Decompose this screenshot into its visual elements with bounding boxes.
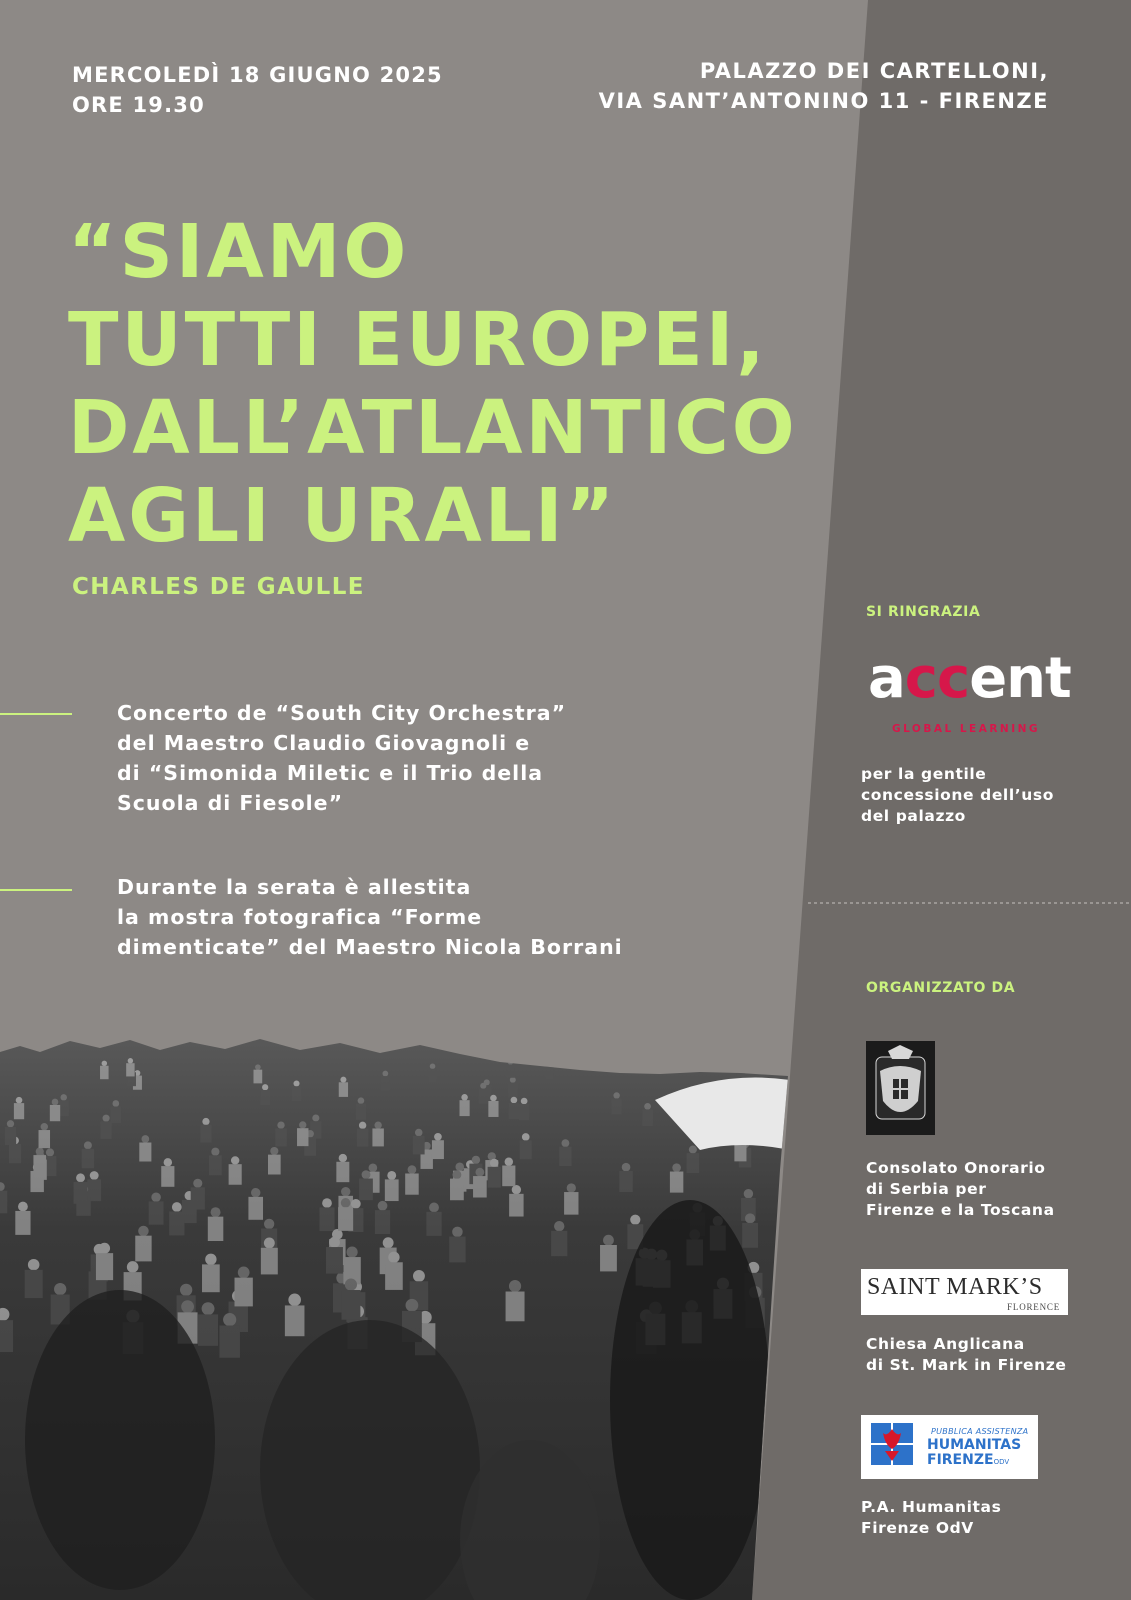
caption-line: Consolato Onorario bbox=[866, 1159, 1046, 1177]
logo-subtitle: GLOBAL LEARNING bbox=[892, 723, 1041, 735]
logo-text bbox=[927, 1452, 1009, 1468]
exhibition-description bbox=[117, 872, 623, 962]
logo-text: ODV bbox=[993, 1458, 1010, 1466]
logo-text: a bbox=[868, 646, 905, 711]
caption-line: Chiesa Anglicana bbox=[866, 1335, 1025, 1353]
event-time-line: ORE 19.30 bbox=[72, 93, 205, 117]
thanks-heading: SI RINGRAZIA bbox=[866, 604, 981, 620]
caption-line: Firenze OdV bbox=[861, 1519, 974, 1537]
quote-line: TUTTI EUROPEI, bbox=[68, 297, 768, 383]
quote-line: AGLI URALI” bbox=[68, 473, 618, 559]
venue-address-line: VIA SANT’ANTONINO 11 - FIRENZE bbox=[598, 89, 1049, 113]
concert-line: del Maestro Claudio Giovagnoli e bbox=[117, 731, 531, 755]
logo-text: SAINT MARK’S bbox=[867, 1274, 1043, 1300]
concert-line: Concerto de “South City Orchestra” bbox=[117, 701, 567, 725]
logo-text: HUMANITAS bbox=[927, 1437, 1022, 1453]
crowd-photo bbox=[0, 1030, 800, 1600]
concert-line: Scuola di Fiesole” bbox=[117, 791, 344, 815]
caption-line: P.A. Humanitas bbox=[861, 1498, 1002, 1516]
saint-marks-logo bbox=[861, 1269, 1068, 1315]
concert-description bbox=[117, 698, 566, 818]
thanks-caption bbox=[861, 764, 1054, 827]
logo-text: ent bbox=[969, 646, 1071, 711]
caption-line: per la gentile bbox=[861, 765, 987, 783]
logo-subtitle: FLORENCE bbox=[1007, 1302, 1060, 1312]
caption-line: concessione dell’uso bbox=[861, 786, 1054, 804]
caption-line: di Serbia per bbox=[866, 1180, 987, 1198]
humanitas-caption bbox=[861, 1497, 1001, 1539]
event-date bbox=[72, 60, 443, 120]
saint-marks-caption bbox=[866, 1334, 1066, 1376]
main-quote bbox=[68, 208, 798, 560]
caption-line: Firenze e la Toscana bbox=[866, 1201, 1055, 1219]
quote-line: “SIAMO bbox=[68, 209, 410, 295]
florence-lily-icon bbox=[867, 1415, 927, 1479]
event-venue bbox=[599, 56, 1049, 116]
concert-line: di “Simonida Miletic e il Trio della bbox=[117, 761, 544, 785]
exhibition-line: Durante la serata è allestita bbox=[117, 875, 472, 899]
organizers-heading: ORGANIZZATO DA bbox=[866, 980, 1016, 996]
serbia-consulate-caption bbox=[866, 1158, 1055, 1221]
logo-subtitle: PUBBLICA ASSISTENZA bbox=[931, 1427, 1029, 1436]
quote-author: CHARLES DE GAULLE bbox=[72, 574, 365, 600]
quote-line: DALL’ATLANTICO bbox=[68, 385, 798, 471]
accent-divider-line bbox=[0, 713, 72, 715]
logo-text: FIRENZE bbox=[927, 1452, 994, 1468]
logo-text: cc bbox=[904, 646, 970, 711]
serbian-coat-of-arms-icon bbox=[866, 1041, 935, 1135]
exhibition-line: la mostra fotografica “Forme bbox=[117, 905, 483, 929]
caption-line: di St. Mark in Firenze bbox=[866, 1356, 1067, 1374]
accent-global-learning-logo bbox=[868, 646, 1073, 737]
caption-line: del palazzo bbox=[861, 807, 966, 825]
venue-name-line: PALAZZO DEI CARTELLONI, bbox=[699, 59, 1049, 83]
accent-divider-line bbox=[0, 889, 72, 891]
exhibition-line: dimenticate” del Maestro Nicola Borrani bbox=[117, 935, 623, 959]
humanitas-firenze-logo bbox=[861, 1415, 1038, 1479]
event-date-line: MERCOLEDÌ 18 GIUGNO 2025 bbox=[72, 63, 443, 87]
